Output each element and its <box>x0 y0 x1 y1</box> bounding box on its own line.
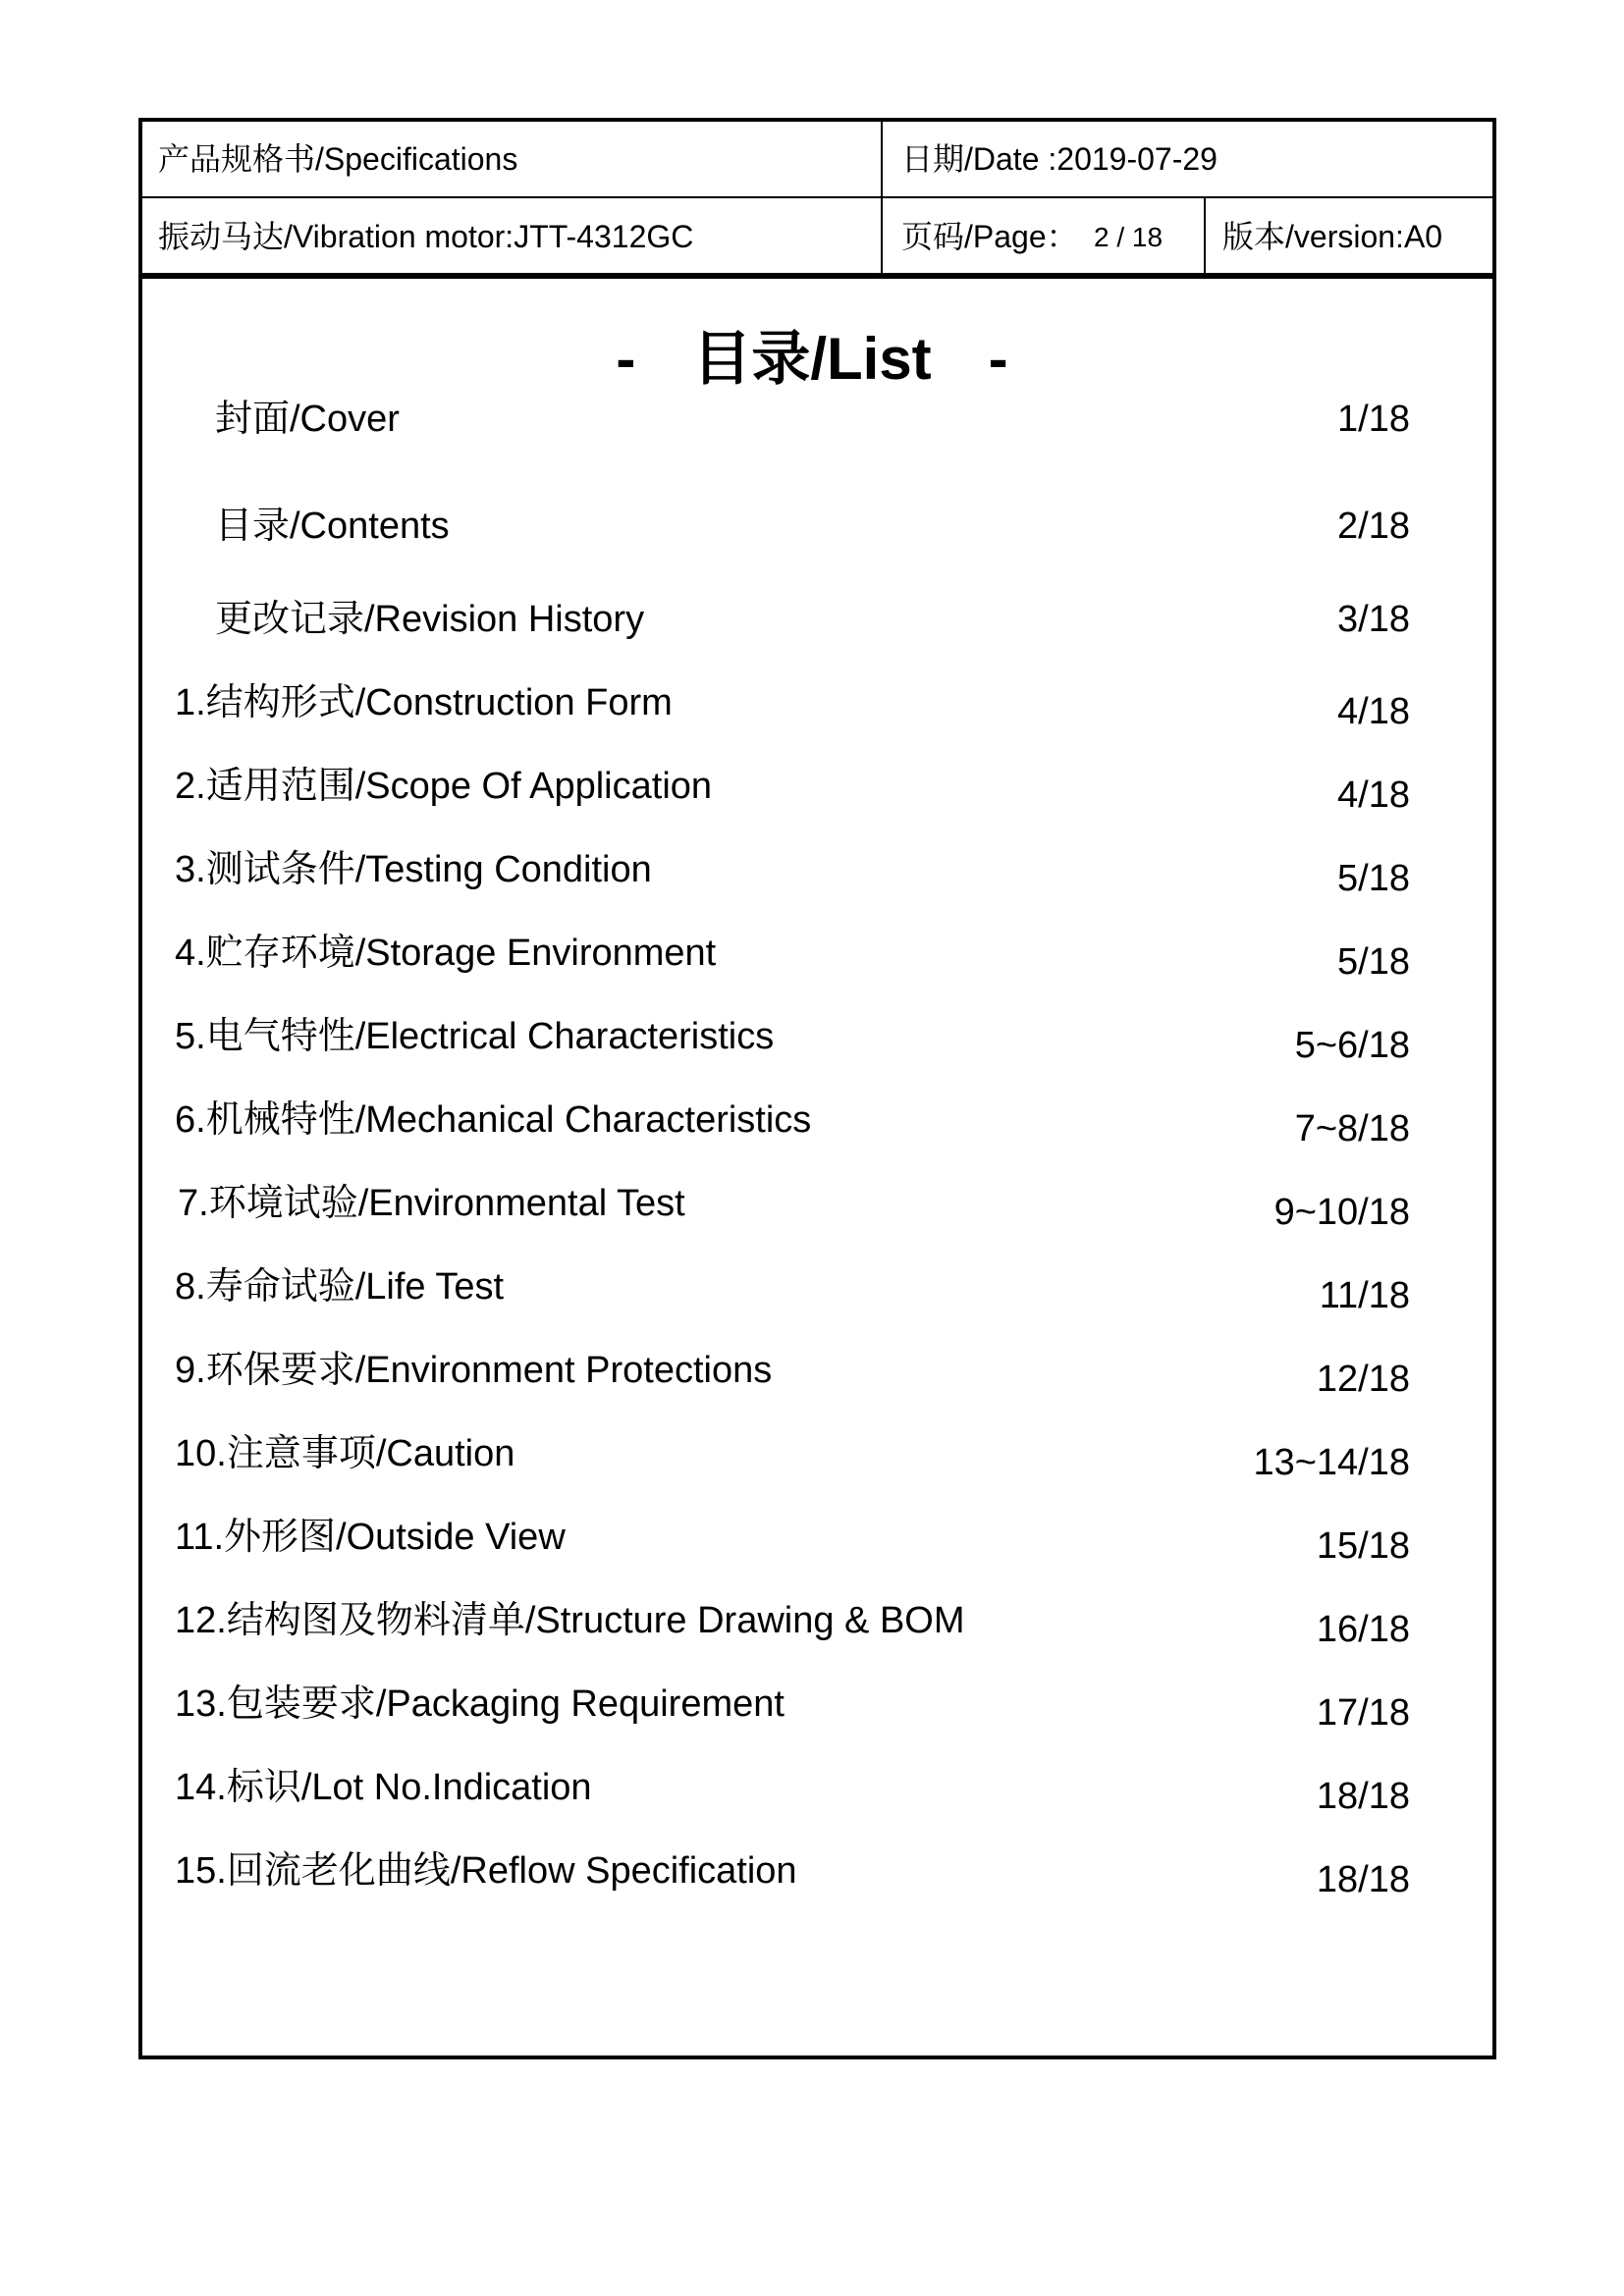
toc-item-page: 11/18 <box>1319 1275 1410 1316</box>
toc-item-page: 15/18 <box>1316 1525 1410 1567</box>
toc-item-page: 3/18 <box>1337 599 1410 640</box>
title-left-dash: - <box>616 326 636 392</box>
toc-item-label: 5.电气特性/Electrical Characteristics <box>175 1016 775 1057</box>
toc-item-label: 13.包装要求/Packaging Requirement <box>175 1683 785 1725</box>
toc-item-label: 14.标识/Lot No.Indication <box>175 1767 592 1808</box>
toc-item-page: 4/18 <box>1337 691 1410 732</box>
spec-header-table <box>138 118 1496 278</box>
toc-title <box>0 326 1624 392</box>
toc-item-label: 10.注意事项/Caution <box>175 1433 515 1474</box>
toc-item-label: 2.适用范围/Scope Of Application <box>175 766 713 807</box>
toc-item-label: 更改记录/Revision History <box>215 599 645 640</box>
toc-item-label: 11.外形图/Outside View <box>175 1517 566 1558</box>
page-label: 页码/Page： <box>901 219 1078 254</box>
toc-item-page: 5/18 <box>1337 941 1410 983</box>
page-number: 2 / 18 <box>1094 222 1164 252</box>
header-column-divider <box>881 122 883 273</box>
toc-item-label: 3.测试条件/Testing Condition <box>175 849 652 890</box>
toc-item-label: 7.环境试验/Environmental Test <box>178 1183 685 1224</box>
title-right-dash: - <box>988 326 1008 392</box>
toc-title-text: 目录/List <box>692 326 932 392</box>
toc-item-label: 4.贮存环境/Storage Environment <box>175 933 717 974</box>
product-label: 振动马达/Vibration motor:JTT-4312GC <box>158 219 694 254</box>
toc-item-page: 9~10/18 <box>1273 1192 1410 1233</box>
toc-item-page: 5~6/18 <box>1294 1025 1410 1066</box>
toc-item-label: 8.寿命试验/Life Test <box>175 1266 505 1308</box>
toc-item-page: 1/18 <box>1337 399 1410 440</box>
toc-item-label: 目录/Contents <box>215 506 450 547</box>
toc-item-page: 13~14/18 <box>1253 1442 1410 1483</box>
header-row-divider <box>142 196 1492 198</box>
version-label: 版本/version:A0 <box>1222 219 1443 254</box>
toc-item-page: 18/18 <box>1316 1859 1410 1900</box>
toc-item-label: 1.结构形式/Construction Form <box>175 682 673 723</box>
toc-item-label: 15.回流老化曲线/Reflow Specification <box>175 1850 797 1892</box>
toc-item-page: 16/18 <box>1316 1609 1410 1650</box>
toc-item-page: 17/18 <box>1316 1692 1410 1734</box>
toc-item-page: 5/18 <box>1337 858 1410 899</box>
toc-item-label: 6.机械特性/Mechanical Characteristics <box>175 1099 812 1141</box>
toc-item-label: 9.环保要求/Environment Protections <box>175 1350 773 1391</box>
header-column-divider-2 <box>1204 196 1206 273</box>
toc-item-page: 2/18 <box>1337 506 1410 547</box>
spec-label: 产品规格书/Specifications <box>158 141 518 177</box>
toc-item-page: 4/18 <box>1337 774 1410 816</box>
toc-item-page: 12/18 <box>1316 1359 1410 1400</box>
toc-item-page: 18/18 <box>1316 1776 1410 1817</box>
toc-item-page: 7~8/18 <box>1294 1108 1410 1149</box>
date-label: 日期/Date :2019-07-29 <box>901 141 1218 177</box>
toc-item-label: 封面/Cover <box>215 399 400 440</box>
toc-item-label: 12.结构图及物料清单/Structure Drawing & BOM <box>175 1600 965 1641</box>
